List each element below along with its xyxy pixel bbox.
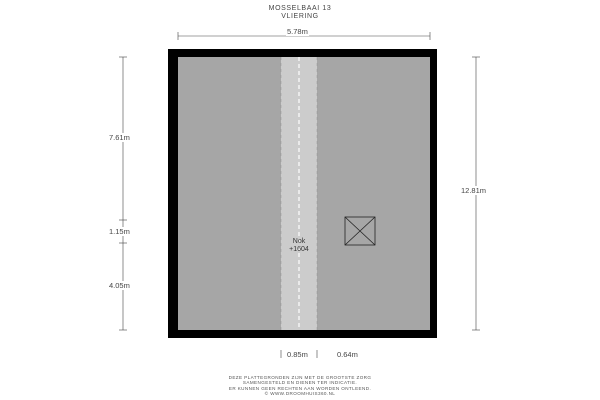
dimension-bottom-label-2: 0.64m xyxy=(337,350,358,359)
disclaimer-line: DEZE PLATTEGRONDEN ZIJN MET DE GROOTSTE ZORG xyxy=(228,375,372,380)
dimension-left-label-2: 1.15m xyxy=(109,227,130,236)
ridge-label xyxy=(279,238,319,254)
dimension-left-label-3: 4.05m xyxy=(109,281,130,290)
dimension-width-label: 5.78m xyxy=(287,27,308,36)
dimension-left-label-1: 7.61m xyxy=(109,133,130,142)
dimension-height-label: 12.81m xyxy=(461,186,487,195)
plan-floor-name: VLIERING xyxy=(281,13,319,20)
ridge-name: Nok xyxy=(292,238,306,245)
disclaimer-text xyxy=(0,375,600,397)
ridge-height: +1604 xyxy=(289,246,309,253)
disclaimer-line: ER KUNNEN GEEN RECHTEN AAN WORDEN ONTLEEND. xyxy=(228,385,372,391)
disclaimer-line: SAMENGESTELD EN DIENEN TER INDICATIE. xyxy=(242,380,358,386)
disclaimer-line: © WWW.DROOMHUIS360.NL xyxy=(264,391,336,397)
plan-address: MOSSELBAAI 13 xyxy=(268,5,332,12)
dimension-bottom-label-1: 0.85m xyxy=(287,350,308,359)
